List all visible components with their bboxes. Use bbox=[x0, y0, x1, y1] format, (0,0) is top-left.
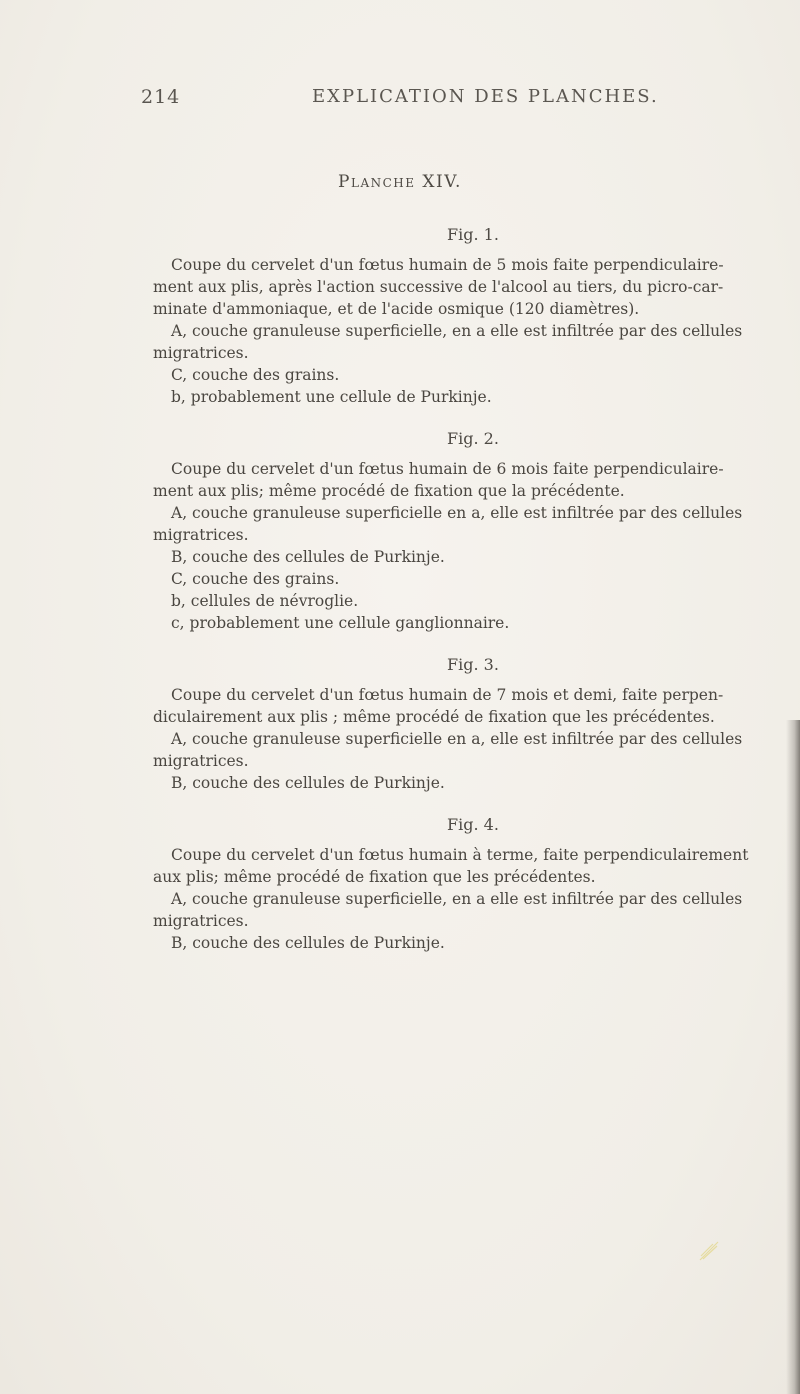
text-line: aux plis; même procédé de fixation que les précédentes. bbox=[153, 868, 596, 886]
text-line: diculairement aux plis ; même procédé de fixation que les précédentes. bbox=[153, 708, 715, 726]
text-line: b, cellules de névroglie. bbox=[171, 592, 359, 610]
figure-4-description bbox=[153, 814, 793, 954]
plate-title: Planche XIV. bbox=[338, 172, 462, 192]
text-line: A, couche granuleuse superficielle en a, elle est infiltrée par des cellules bbox=[171, 730, 743, 748]
text-line: migratrices. bbox=[153, 526, 249, 544]
figure-heading: Fig. 2. bbox=[447, 429, 499, 448]
pencil-mark bbox=[698, 1240, 720, 1262]
text-line: migratrices. bbox=[153, 344, 249, 362]
text-line: A, couche granuleuse superficielle, en a elle est infiltrée par des cellules bbox=[171, 890, 743, 908]
text-line: b, probablement une cellule de Purkinje. bbox=[171, 388, 492, 406]
text-line: Coupe du cervelet d'un fœtus humain à terme, faite perpendiculairement bbox=[171, 846, 749, 864]
text-line: B, couche des cellules de Purkinje. bbox=[171, 774, 445, 792]
text-line: c, probablement une cellule ganglionnaire. bbox=[171, 614, 510, 632]
text-line: ment aux plis; même procédé de fixation que la précédente. bbox=[153, 482, 625, 500]
figure-heading: Fig. 1. bbox=[447, 225, 499, 244]
text-line: A, couche granuleuse superficielle, en a elle est infiltrée par des cellules bbox=[171, 322, 743, 340]
running-head bbox=[0, 86, 800, 116]
text-line: Coupe du cervelet d'un fœtus humain de 6 mois faite perpendiculaire- bbox=[171, 460, 724, 478]
text-line: migratrices. bbox=[153, 752, 249, 770]
plate-explanation bbox=[153, 206, 793, 954]
text-line: Coupe du cervelet d'un fœtus humain de 7 mois et demi, faite perpen- bbox=[171, 686, 724, 704]
figure-3-description bbox=[153, 654, 793, 794]
figure-heading: Fig. 3. bbox=[447, 655, 499, 674]
page-number: 214 bbox=[141, 86, 181, 108]
text-line: A, couche granuleuse superficielle en a, elle est infiltrée par des cellules bbox=[171, 504, 743, 522]
text-line: ment aux plis, après l'action successive de l'alcool au tiers, du picro-car- bbox=[153, 278, 724, 296]
figure-1-description bbox=[153, 224, 793, 408]
text-line: B, couche des cellules de Purkinje. bbox=[171, 934, 445, 952]
figure-heading: Fig. 4. bbox=[447, 815, 499, 834]
text-line: C, couche des grains. bbox=[171, 366, 340, 384]
text-line: B, couche des cellules de Purkinje. bbox=[171, 548, 445, 566]
running-title: EXPLICATION DES PLANCHES. bbox=[312, 86, 659, 107]
text-line: Coupe du cervelet d'un fœtus humain de 5 mois faite perpendiculaire- bbox=[171, 256, 724, 274]
text-line: C, couche des grains. bbox=[171, 570, 340, 588]
text-line: migratrices. bbox=[153, 912, 249, 930]
text-line: minate d'ammoniaque, et de l'acide osmique (120 diamètres). bbox=[153, 300, 640, 318]
figure-2-description bbox=[153, 428, 793, 634]
